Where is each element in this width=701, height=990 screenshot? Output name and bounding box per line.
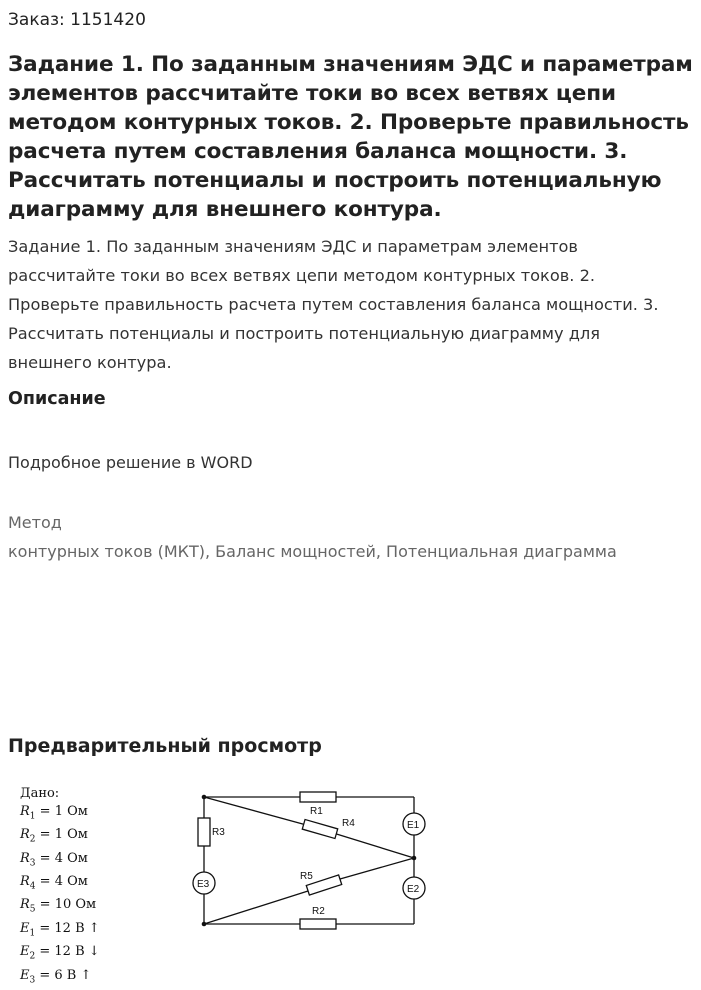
given-row: $R_3 = 4$ Ом <box>20 850 88 869</box>
given-row: $E_3 = 6$ В ↑ <box>20 967 92 986</box>
method-text: контурных токов (МКТ), Баланс мощностей, Потенциальная диаграмма <box>8 541 617 561</box>
node <box>202 922 207 927</box>
label-r2: R2 <box>312 906 325 917</box>
order-number: Заказ: 1151420 <box>8 10 146 30</box>
resistor-r4 <box>302 820 337 839</box>
resistor-r1 <box>300 792 336 802</box>
given-row: $R_5 = 10$ Ом <box>20 897 97 915</box>
given-row: $E_1 = 12$ В ↑ <box>20 920 100 939</box>
page-title: Задание 1. По заданным значениям ЭДС и параметрам элементов рассчитайте токи во всех ветвях цепи методом контурных токов. 2. Проверьте правильность расчета путем составления баланса мощности. 3. Рассчитать потенциалы и построить потенциальную диаграмму для внешнего контура. <box>8 52 693 222</box>
given-row: $R_4 = 4$ Ом <box>20 873 88 892</box>
label-e1: E1 <box>407 820 420 831</box>
given-values <box>20 785 100 990</box>
given-row: $R_2 = 1$ Ом <box>20 827 88 845</box>
given-row: $R_1 = 1$ Ом <box>20 803 88 822</box>
label-r4: R4 <box>342 818 355 829</box>
label-r1: R1 <box>310 806 323 817</box>
label-r3: R3 <box>212 827 225 838</box>
task-description: Задание 1. По заданным значениям ЭДС и параметрам элементов рассчитайте токи во всех ветвях цепи методом контурных токов. 2. Проверьте правильность расчета путем составления баланса мощности. 3. Рассчитать потенциалы и построить потенциальную диаграмму для внешнего контура. <box>8 237 659 372</box>
given-label: Дано: <box>20 786 60 801</box>
preview-heading: Предварительный просмотр <box>8 735 322 757</box>
description-heading: Описание <box>8 389 106 409</box>
method-label: Метод <box>8 513 62 532</box>
label-e2: E2 <box>407 884 420 895</box>
node <box>412 856 417 861</box>
resistor-r2 <box>300 919 336 929</box>
circuit-diagram <box>180 780 440 940</box>
node <box>202 795 207 800</box>
description-text: Подробное решение в WORD <box>8 453 253 472</box>
label-r5: R5 <box>300 871 313 882</box>
given-row: $E_2 = 12$ В ↓ <box>20 944 100 962</box>
method-block <box>8 509 648 566</box>
label-e3: E3 <box>197 879 210 890</box>
resistor-r3 <box>198 818 210 846</box>
